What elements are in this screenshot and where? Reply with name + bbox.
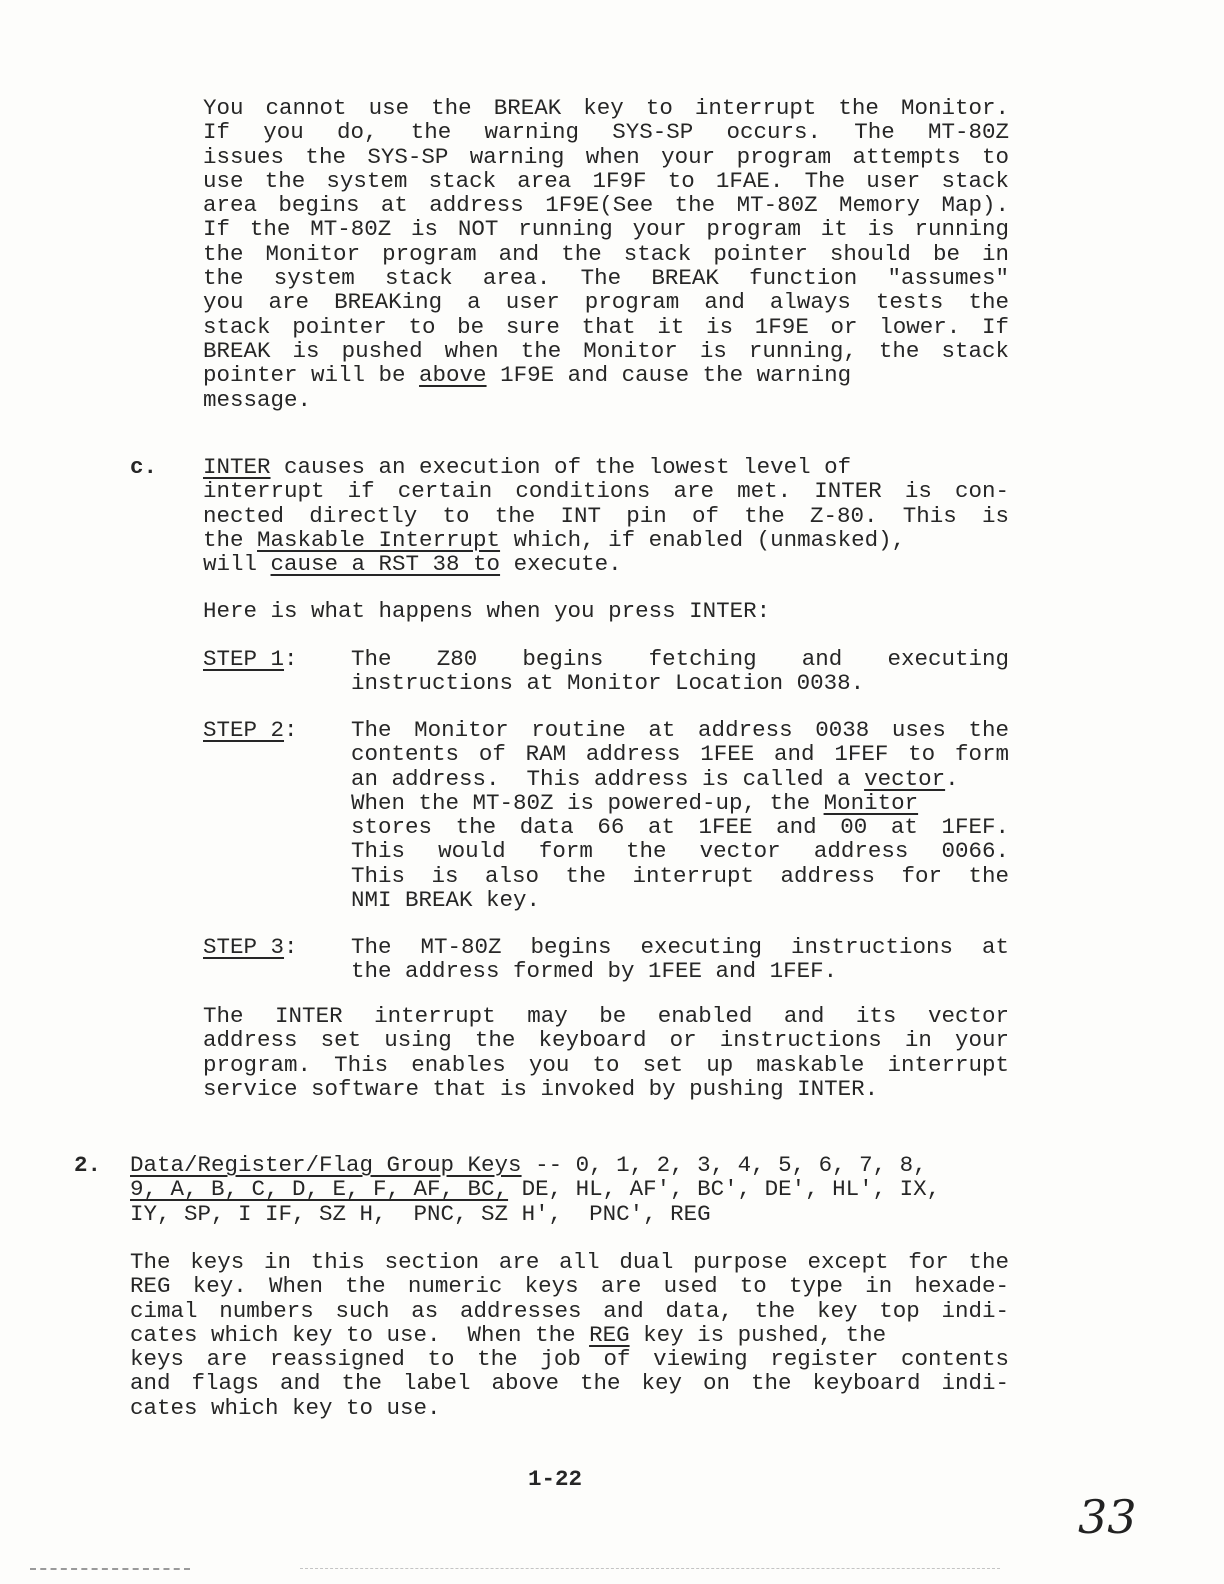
text-line: The MT-80Z begins executing instructions at	[351, 934, 1009, 960]
text-line: REG key. When the numeric keys are used to type in hexade-	[130, 1273, 1009, 1300]
text-line: IY, SP, I IF, SZ H, PNC, SZ H', PNC', REG	[130, 1200, 711, 1227]
text-run: 1F9E and cause the warning	[486, 362, 852, 389]
text-run: the	[203, 526, 258, 553]
text-run: When the MT-80Z is powered-up, the	[351, 789, 824, 816]
section-2-marker: 2.	[74, 1152, 102, 1178]
text-line: If you do, the warning SYS-SP occurs. The MT-80Z	[203, 119, 1009, 146]
section-2-heading	[130, 1153, 1009, 1226]
text-line: This would form the vector address 0066.	[351, 838, 1009, 865]
text-line: stores the data 66 at 1FEE and 00 at 1FEF.	[351, 814, 1009, 841]
text-line: keys are reassigned to the job of viewing register contents	[130, 1346, 1009, 1373]
text-line: you are BREAKing a user program and always tests the	[203, 289, 1009, 316]
section-2-body	[130, 1250, 1009, 1420]
text-line	[203, 552, 1009, 576]
text-line	[351, 767, 1009, 791]
text-line: area begins at address 1F9E(See the MT-80Z Memory Map).	[203, 192, 1009, 219]
text-run: an address. This address is called a	[351, 765, 865, 792]
heading-data-register-flag-group-keys: Data/Register/Flag Group Keys	[130, 1152, 522, 1178]
text-line	[203, 528, 1009, 552]
text-line: The Monitor routine at address 0038 uses the	[351, 717, 1009, 743]
text-line: and flags and the label above the key on the keyboard indi-	[130, 1370, 1009, 1397]
text-line: This is also the interrupt address for the	[351, 862, 1009, 889]
step-3-label: STEP 3:	[203, 934, 298, 960]
text-line: issues the SYS-SP warning when your program attempts to	[203, 143, 1009, 170]
text-line: The INTER interrupt may be enabled and its vector	[203, 1003, 1009, 1029]
text-line: the Monitor program and the stack pointer should be in	[203, 240, 1009, 267]
text-line: interrupt if certain conditions are met. INTER is con-	[203, 478, 1009, 505]
text-line	[130, 1323, 1009, 1347]
step-1-text	[351, 647, 1009, 696]
text-line: NMI BREAK key.	[351, 887, 541, 914]
term-rst-38: cause a RST 38 to	[270, 551, 501, 578]
text-run: key is pushed, the	[629, 1321, 887, 1348]
section-c-marker: c.	[130, 454, 158, 480]
text-line: the address formed by 1FEE and 1FEF.	[351, 958, 838, 985]
text-line: nected directly to the INT pin of the Z-80. This is	[203, 502, 1009, 529]
text-line: cates which key to use.	[130, 1394, 441, 1421]
section-c-lead-in: Here is what happens when you press INTER:	[203, 598, 771, 624]
text-run: execute.	[500, 551, 622, 578]
text-line: BREAK is pushed when the Monitor is running, the stack	[203, 337, 1009, 364]
term-reg: REG	[589, 1321, 630, 1348]
text-run: DE, HL, AF', BC', DE', HL', IX,	[508, 1176, 941, 1203]
text-line: stack pointer to be sure that it is 1F9E or lower. If	[203, 313, 1009, 340]
term-monitor: Monitor	[823, 789, 919, 816]
text-line	[351, 791, 1009, 815]
text-line	[130, 1153, 1009, 1177]
step-2-label: STEP 2:	[203, 717, 298, 743]
text-line: cimal numbers such as addresses and data, the key top indi-	[130, 1297, 1009, 1324]
section-c-paragraph	[203, 455, 1009, 576]
step-label-text: STEP 3	[203, 934, 285, 960]
text-line: You cannot use the BREAK key to interrupt the Monitor.	[203, 95, 1009, 121]
intro-paragraph	[203, 96, 1009, 412]
text-line: message.	[203, 386, 312, 413]
step-2-text	[351, 718, 1009, 912]
scan-edge-line	[300, 1568, 1000, 1569]
text-line: The keys in this section are all dual purpose except for the	[130, 1249, 1009, 1275]
text-run: causes an execution of the lowest level of	[270, 454, 852, 480]
text-run: -- 0, 1, 2, 3, 4, 5, 6, 7, 8,	[521, 1152, 927, 1178]
text-line: address set using the keyboard or instructions in your	[203, 1027, 1009, 1054]
text-line: service software that is invoked by pushing INTER.	[203, 1075, 879, 1102]
text-run: cates which key to use. When the	[130, 1321, 590, 1348]
text-line: program. This enables you to set up maskable interrupt	[203, 1051, 1009, 1078]
text-run: .	[945, 765, 959, 792]
step-label-text: STEP 1	[203, 646, 285, 672]
emphasis-above: above	[419, 362, 487, 389]
term-inter: INTER	[203, 454, 271, 480]
term-vector: vector	[864, 765, 946, 792]
text-run: which, if enabled (unmasked),	[500, 526, 906, 553]
handwritten-page-number: 33	[1078, 1490, 1137, 1544]
step-1-label: STEP 1:	[203, 646, 298, 672]
inter-paragraph	[203, 1004, 1009, 1101]
scan-edge-line	[30, 1568, 190, 1570]
text-line: the system stack area. The BREAK function "assumes"	[203, 265, 1009, 292]
text-line	[130, 1177, 1009, 1201]
term-maskable-interrupt: Maskable Interrupt	[257, 526, 501, 553]
step-label-text: STEP 2	[203, 717, 285, 743]
text-run: will	[203, 551, 271, 578]
page-number: 1-22	[527, 1466, 582, 1492]
text-line: If the MT-80Z is NOT running your program it is running	[203, 216, 1009, 243]
text-run: pointer will be	[203, 362, 420, 389]
text-line: contents of RAM address 1FEE and 1FEF to form	[351, 741, 1009, 768]
text-line	[203, 455, 1009, 479]
text-line: use the system stack area 1F9F to 1FAE. The user stack	[203, 167, 1009, 194]
step-3-text	[351, 935, 1009, 984]
underlined-key-list: 9, A, B, C, D, E, F, AF, BC,	[130, 1176, 509, 1203]
text-line	[203, 363, 1009, 387]
text-line: instructions at Monitor Location 0038.	[351, 670, 865, 697]
text-line: The Z80 begins fetching and executing	[351, 646, 1009, 672]
